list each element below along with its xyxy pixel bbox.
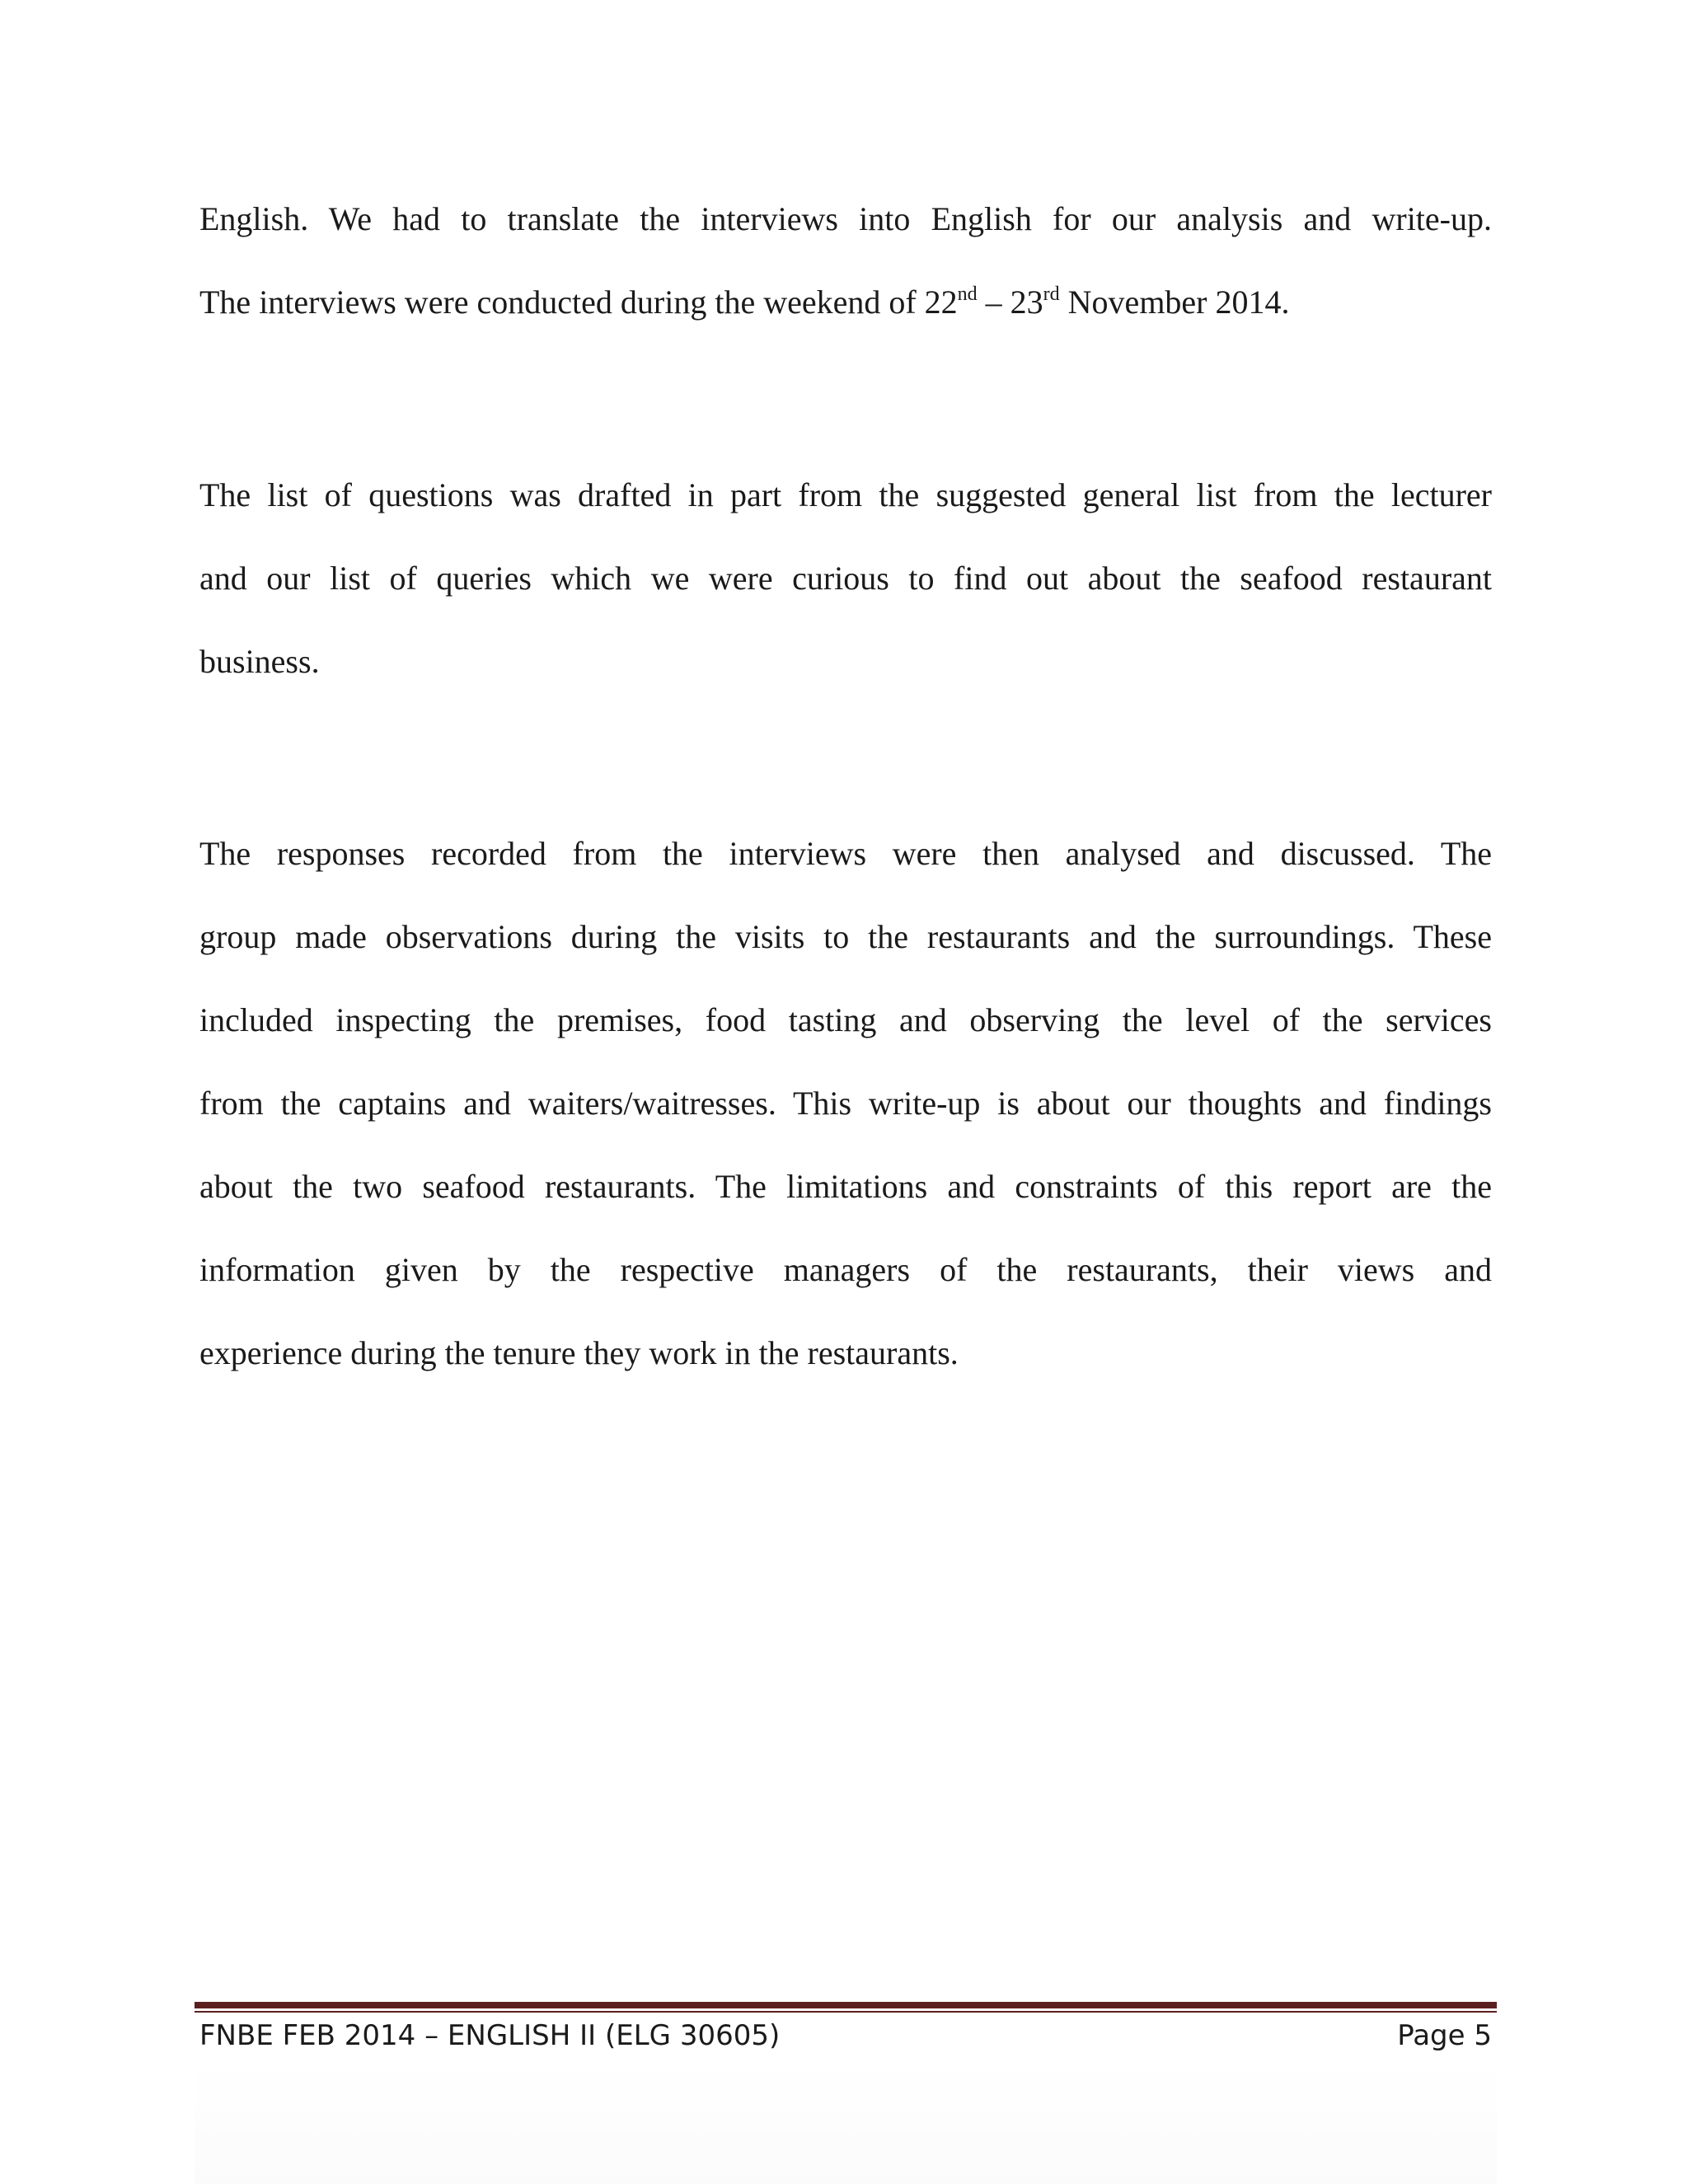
paragraph-line: included inspecting the premises, food tasting and observing the level of the services <box>199 1001 1492 1038</box>
paragraph-interviews-translation <box>199 177 1492 344</box>
paragraph-list-of-questions <box>199 453 1492 703</box>
paragraph-line: group made observations during the visits to the restaurants and the surroundings. These <box>199 918 1492 955</box>
paragraph-responses-analysis <box>199 812 1492 1394</box>
footer-course-label: FNBE FEB 2014 – ENGLISH II (ELG 30605) <box>199 2019 781 2052</box>
paragraph-line: about the two seafood restaurants. The limitations and constraints of this report are the <box>199 1168 1492 1205</box>
ordinal-suffix: rd <box>1043 284 1060 305</box>
paragraph-line: information given by the respective managers of the restaurants, their views and <box>199 1251 1492 1288</box>
page-bottom-shade <box>195 2060 1497 2184</box>
paragraph-line: from the captains and waiters/waitresses. This write-up is about our thoughts and findings <box>199 1085 1492 1122</box>
paragraph-line: English. We had to translate the interviews into English for our analysis and write-up. <box>199 200 1492 237</box>
paragraph-line <box>199 260 1492 344</box>
paragraph-line: experience during the tenure they work in the restaurants. <box>199 1334 959 1371</box>
paragraph-line: The list of questions was drafted in part from the suggested general list from the lecturer <box>199 476 1492 513</box>
footer-divider <box>195 2002 1497 2008</box>
line-text: November 2014. <box>1059 284 1290 321</box>
ordinal-suffix: nd <box>957 284 978 305</box>
footer-page-number: Page 5 <box>1397 2019 1492 2052</box>
paragraph-line: The responses recorded from the interviews were then analysed and discussed. The <box>199 835 1492 872</box>
line-text: The interviews were conducted during the weekend of 22 <box>199 284 958 321</box>
footer-divider-thin <box>195 2011 1497 2013</box>
paragraph-line: business. <box>199 643 320 680</box>
paragraph-line: and our list of queries which we were curious to find out about the seafood restaurant <box>199 560 1492 597</box>
line-text: – 23 <box>977 284 1043 321</box>
